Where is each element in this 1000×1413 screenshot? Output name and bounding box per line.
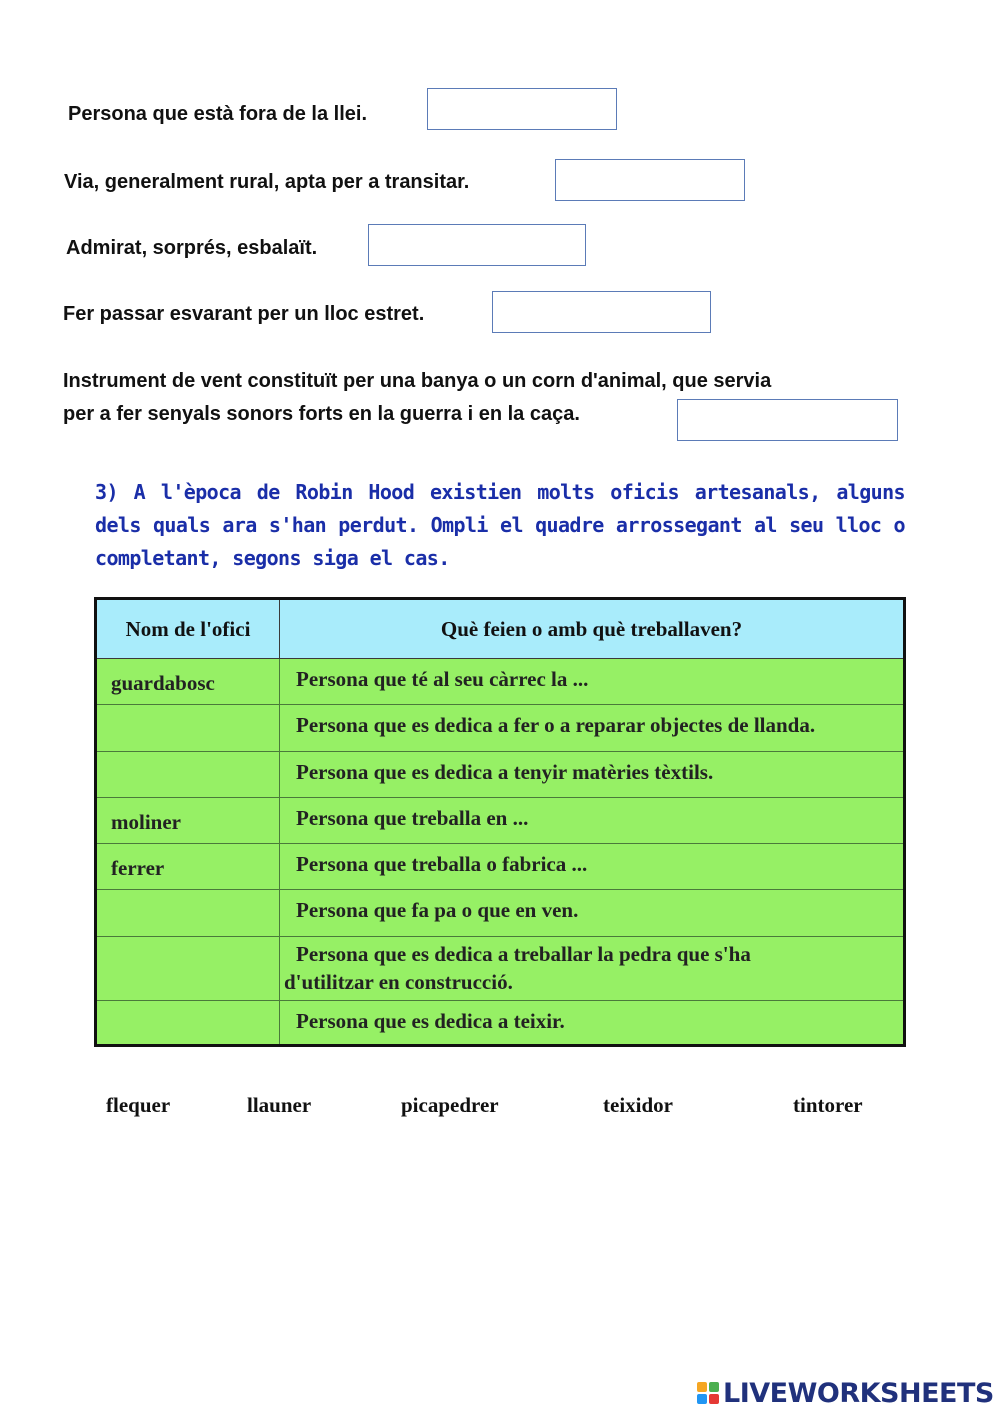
job-name-drop-slot[interactable] (96, 752, 280, 798)
table-row (96, 752, 905, 798)
definition-1: Persona que està fora de la llei. (68, 103, 368, 125)
definition-5-line1: Instrument de vent constituït per una banya o un corn d'animal, que servia (63, 370, 772, 392)
logo-square-3 (697, 1394, 707, 1404)
job-description-cell: Persona que treballa o fabrica ... (280, 844, 905, 890)
job-name-drop-slot[interactable] (96, 937, 280, 1001)
job-name-cell: moliner (96, 798, 280, 844)
definition-2: Via, generalment rural, apta per a transitar. (64, 171, 470, 193)
logo-square-2 (709, 1382, 719, 1392)
job-description-line1: Persona que es dedica a treballar la pedra que s'ha (296, 942, 751, 966)
table-row (96, 798, 905, 844)
table-row (96, 937, 905, 1001)
word-picapedrer[interactable]: picapedrer (401, 1093, 499, 1117)
answer-box-3[interactable] (368, 224, 586, 266)
liveworksheets-logo-icon (697, 1382, 719, 1404)
job-description-cell: Persona que es dedica a tenyir matèries tèxtils. (280, 752, 905, 798)
job-name-cell: guardabosc (96, 659, 280, 705)
word-teixidor[interactable]: teixidor (603, 1093, 673, 1117)
logo-square-4 (709, 1394, 719, 1404)
answer-box-1[interactable] (427, 88, 617, 130)
job-description-cell: Persona que es dedica a teixir. (280, 1001, 905, 1046)
header-job-name: Nom de l'ofici (96, 599, 280, 659)
job-description-cell: Persona que es dedica a fer o a reparar objectes de llanda. (280, 705, 905, 752)
job-description-cell (280, 937, 905, 1001)
job-description-line2: d'utilitzar en construcció. (284, 970, 513, 994)
jobs-table (94, 597, 906, 1047)
table-row (96, 844, 905, 890)
definition-4: Fer passar esvarant per un lloc estret. (63, 303, 425, 325)
header-job-description: Què feien o amb què treballaven? (280, 599, 905, 659)
job-description-cell: Persona que treballa en ... (280, 798, 905, 844)
table-row (96, 705, 905, 752)
job-name-drop-slot[interactable] (96, 705, 280, 752)
definition-3: Admirat, sorprés, esbalaït. (66, 237, 318, 259)
word-tintorer[interactable]: tintorer (793, 1093, 863, 1117)
table-row (96, 659, 905, 705)
table-header-row (96, 599, 905, 659)
job-description-cell: Persona que té al seu càrrec la ... (280, 659, 905, 705)
job-description-cell: Persona que fa pa o que en ven. (280, 890, 905, 937)
answer-box-2[interactable] (555, 159, 745, 201)
exercise-3-instruction: 3) A l'època de Robin Hood existien molts oficis artesanals, alguns dels quals ara s'han perdut. Ompli el quadre arrossegant al seu lloc o completant, segons siga el cas. (95, 480, 905, 570)
job-name-drop-slot[interactable] (96, 890, 280, 937)
table-row (96, 890, 905, 937)
definition-5-line2: per a fer senyals sonors forts en la guerra i en la caça. (63, 403, 580, 425)
job-name-drop-slot[interactable] (96, 1001, 280, 1046)
liveworksheets-logo-text: LIVEWORKSHEETS (723, 1377, 994, 1409)
job-name-cell: ferrer (96, 844, 280, 890)
liveworksheets-logo (697, 1378, 994, 1408)
logo-square-1 (697, 1382, 707, 1392)
word-llauner[interactable]: llauner (247, 1093, 312, 1117)
word-flequer[interactable]: flequer (106, 1093, 171, 1117)
table-row (96, 1001, 905, 1046)
answer-box-4[interactable] (492, 291, 711, 333)
answer-box-5[interactable] (677, 399, 898, 441)
